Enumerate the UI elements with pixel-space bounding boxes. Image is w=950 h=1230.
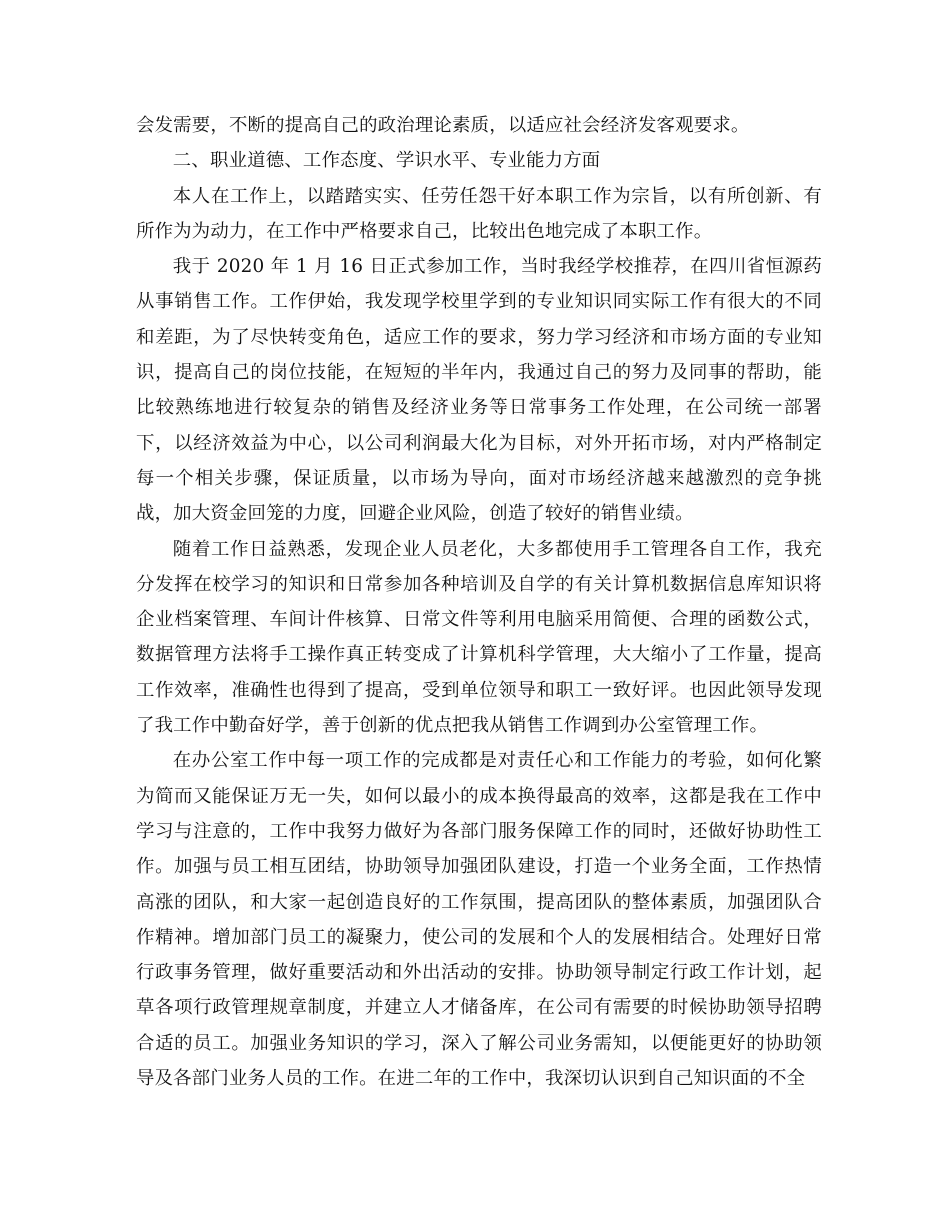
paragraph-2: 本人在工作上，以踏踏实实、任劳任怨干好本职工作为宗旨，以有所创新、有所作为为动力，在工作中严格要求自己，比较出色地完成了本职工作。 [136, 185, 822, 242]
paragraph-5: 在办公室工作中每一项工作的完成都是对责任心和工作能力的考验，如何化繁为简而又能保证万无一失，如何以最小的成本换得最高的效率，这都是我在工作中学习与注意的，工作中我努力做好为各部门服务保障工作的同时，还做好协助性工作。加强与员工相互团结，协助领导加强团队建设，打造一个业务全面，工作热情高涨的团队，和大家一起创造良好的工作氛围，提高团队的整体素质，加强团队合作精神。增加部门员工的凝聚力，使公司的发展和个人的发展相结合。处理好日常行政事务管理，做好重要活动和外出活动的安排。协助领导制定行政工作计划，起草各项行政管理规章制度，并建立人才储备库，在公司有需要的时候协助领导招聘合适的员工。加强业务知识的学习，深入了解公司业务需知，以便能更好的协助领导及各部门业务人员的工作。在进二年的工作中，我深切认识到自己知识面的不全 [136, 750, 822, 1090]
paragraph-3: 我于 2020 年 1 月 16 日正式参加工作，当时我经学校推荐，在四川省恒源药从事销售工作。工作伊始，我发现学校里学到的专业知识同实际工作有很大的不同和差距，为了尽快转变角色，适应工作的要求，努力学习经济和市场方面的专业知识，提高自己的岗位技能，在短短的半年内，我通过自己的努力及同事的帮助，能比较熟练地进行较复杂的销售及经济业务等日常事务工作处理，在公司统一部署下，以经济效益为中心，以公司利润最大化为目标，对外开拓市场，对内严格制定每一个相关步骤，保证质量，以市场为导向，面对市场经济越来越激烈的竞争挑战，加大资金回笼的力度，回避企业风险，创造了较好的销售业绩。 [136, 256, 822, 525]
paragraph-4: 随着工作日益熟悉，发现企业人员老化，大多都使用手工管理各自工作，我充分发挥在校学习的知识和日常参加各种培训及自学的有关计算机数据信息库知识将企业档案管理、车间计件核算、日常文件等利用电脑采用简便、合理的函数公式，数据管理方法将手工操作真正转变成了计算机科学管理，大大缩小了工作量，提高工作效率，准确性也得到了提高，受到单位领导和职工一致好评。也因此领导发现了我工作中勤奋好学，善于创新的优点把我从销售工作调到办公室管理工作。 [136, 538, 822, 737]
paragraph-1: 会发需要，不断的提高自己的政治理论素质，以适应社会经济发客观要求。 [136, 115, 750, 136]
section-heading: 二、职业道德、工作态度、学识水平、专业能力方面 [172, 150, 601, 172]
